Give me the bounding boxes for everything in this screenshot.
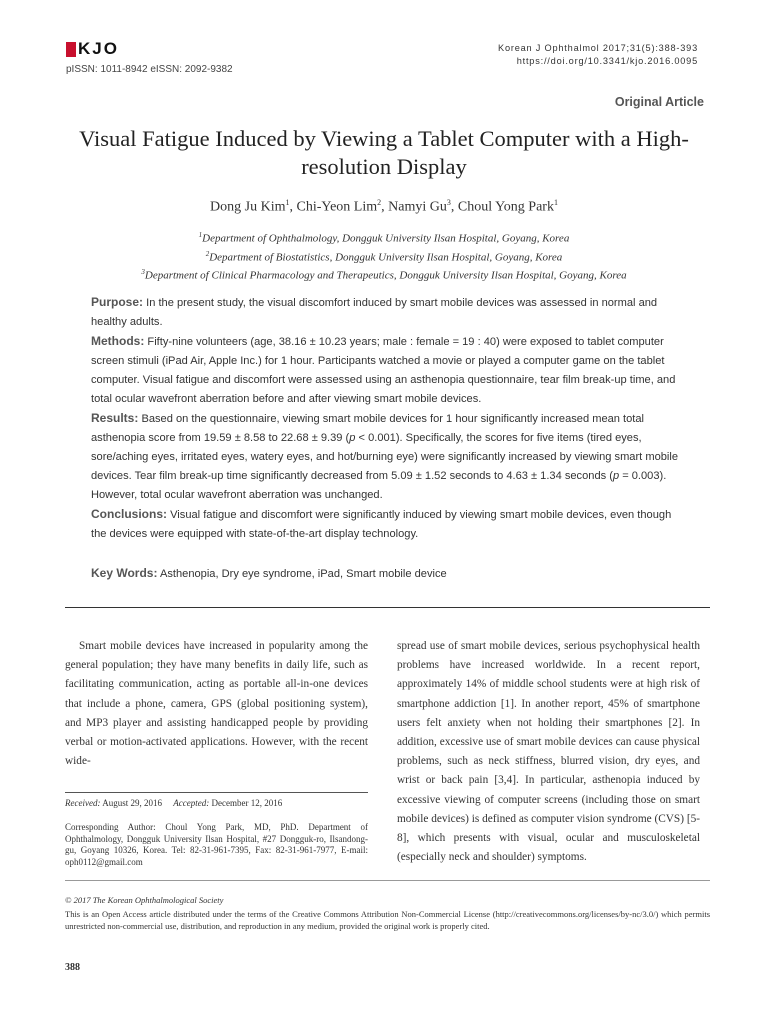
abstract xyxy=(91,293,679,544)
affiliation-text: Department of Clinical Pharmacology and Therapeutics, Dongguk University Ilsan Hospital, Goyang, Korea xyxy=(144,269,627,282)
footnote-divider xyxy=(65,792,368,793)
affiliation-item xyxy=(60,265,708,284)
affiliation-sup: 2 xyxy=(205,249,210,258)
author-affil-sup: 1 xyxy=(285,198,290,207)
received-label: Received: xyxy=(65,798,101,808)
section-divider xyxy=(65,607,710,608)
abstract-purpose xyxy=(91,293,679,332)
logo-mark-icon xyxy=(66,42,76,57)
affiliation-list xyxy=(60,228,708,284)
affiliation-sup: 3 xyxy=(141,268,145,277)
journal-info xyxy=(498,42,698,68)
conclusions-label: Conclusions: xyxy=(91,507,168,521)
author-affil-sup: 1 xyxy=(553,198,558,207)
methods-label: Methods: xyxy=(91,334,145,348)
logo-text: KJO xyxy=(78,39,119,58)
copyright-notice: © 2017 The Korean Ophthalmological Society xyxy=(65,895,224,905)
issn-line: pISSN: 1011-8942 eISSN: 2092-9382 xyxy=(66,64,233,75)
purpose-text: In the present study, the visual discomfort induced by smart mobile devices was assessed in normal and healthy adults. xyxy=(91,297,658,328)
affiliation-text: Department of Ophthalmology, Dongguk University Ilsan Hospital, Goyang, Korea xyxy=(202,232,570,245)
purpose-label: Purpose: xyxy=(91,295,144,309)
article-title: Visual Fatigue Induced by Viewing a Tablet Computer with a High-resolution Display xyxy=(79,126,689,179)
accepted-label: Accepted: xyxy=(173,798,210,808)
author-affil-sup: 3 xyxy=(446,198,451,207)
keywords-label: Key Words: xyxy=(91,566,158,580)
abstract-methods xyxy=(91,332,679,409)
abstract-conclusions xyxy=(91,505,679,544)
article-dates xyxy=(65,797,368,809)
author-name: Namyi Gu xyxy=(388,199,447,215)
author-name: Chi-Yeon Lim xyxy=(296,199,378,215)
results-text-b: < 0.001). Specifically, the scores for five items (tired eyes, sore/aching eyes, irritated eyes, watery eyes, and hot/burning eye) were significantly increased by viewing smart mobile devices. Tear film break-up time significantly decreased from 5.09 ± 1.52 seconds to 4.63 ± 1.34 seconds ( xyxy=(91,432,679,482)
journal-logo xyxy=(66,40,119,58)
affiliation-item xyxy=(60,247,708,266)
page-number: 388 xyxy=(65,962,80,973)
author-name: Dong Ju Kim xyxy=(210,199,286,215)
affiliation-text: Department of Biostatistics, Dongguk University Ilsan Hospital, Goyang, Korea xyxy=(209,251,563,264)
affiliation-item xyxy=(60,228,708,247)
corresponding-author: Corresponding Author: Choul Yong Park, MD, PhD. Department of Ophthalmology, Dongguk University Ilsan Hospital, #27 Dongguk-ro, Ilsandong-gu, Goyang 10326, Korea. Tel: 82-31-961-7395, Fax: 82-31-961-7977, E-mail: oph0112@gmail.com xyxy=(65,822,368,867)
license-text: This is an Open Access article distributed under the terms of the Creative Commons Attribution Non-Commercial License (http://creativecommons.org/licenses/by-nc/3.0/) which permits unrestricted non-commercial use, distribution, and reproduction in any medium, provided the original work is properly cited. xyxy=(65,909,710,931)
results-text-c: = 0.003). However, total ocular wavefront aberration was unchanged. xyxy=(91,470,667,501)
article-type: Original Article xyxy=(614,95,704,109)
body-paragraph: Smart mobile devices have increased in popularity among the general population; they have many benefits in daily life, such as facilitating communication, acting as portable all-in-one devices that include a phone, camera, GPS (global positioning system), and MP3 player and assisting handicapped people by providing verbal or motion-activated applications. However, with the recent wide- xyxy=(65,640,368,768)
results-label: Results: xyxy=(91,411,139,425)
author-list: Dong Ju Kim$^1$, Chi-Yeon Lim$^2$, Namyi Gu$^3$, Choul Yong Park$^1$ xyxy=(210,198,558,215)
methods-text: Fifty-nine volunteers (age, 38.16 ± 10.23 years; male : female = 19 : 40) were exposed to tablet computer screen stimuli (iPad Air, Apple Inc.) for 1 hour. Participants watched a movie or played a computer game on the tablet computer. Visual fatigue and discomfort were assessed using an asthenopia questionnaire, tear film break-up time, and total ocular wavefront aberration before and after viewing smart mobile devices. xyxy=(91,336,676,405)
abstract-results xyxy=(91,409,679,505)
conclusions-text: Visual fatigue and discomfort were significantly induced by viewing smart mobile devices, even though the devices were equipped with state-of-the-art display technology. xyxy=(91,509,672,540)
body-column-right xyxy=(397,637,700,867)
journal-citation: Korean J Ophthalmol 2017;31(5):388-393 xyxy=(498,43,698,53)
author-affil-sup: 2 xyxy=(377,198,382,207)
body-paragraph: spread use of smart mobile devices, serious psychophysical health problems have increased worldwide. In a recent report, approximately 14% of middle school students were at high risk of smartphone addiction [1]. In another report, 45% of smartphone users felt anxiety when not holding their smartphones [2]. In addition, excessive use of smart mobile devices can cause physical problems, such as neck stiffness, blurred vision, dry eyes, and wrist or back pain [3,4]. In particular, asthenopia induced by excessive viewing of computer screens (including those on smart mobile devices) is defined as computer vision syndrome (CVS) [5-8], which presents with visual, ocular and musculoskeletal (especially neck and shoulder) symptoms. xyxy=(397,640,700,864)
results-text-a: Based on the questionnaire, viewing smart mobile devices for 1 hour significantly increased mean total asthenopia score from 19.59 ± 8.58 to 22.68 ± 9.39 ( xyxy=(91,413,645,444)
keywords xyxy=(91,566,679,580)
body-column-left xyxy=(65,637,368,771)
received-date: August 29, 2016 xyxy=(102,798,162,808)
affiliation-sup: 1 xyxy=(198,231,203,239)
author-name: Choul Yong Park xyxy=(457,199,554,215)
keywords-text: Asthenopia, Dry eye syndrome, iPad, Smart mobile device xyxy=(159,568,447,580)
p-value-symbol: p xyxy=(349,432,356,444)
doi-link[interactable]: https://doi.org/10.3341/kjo.2016.0095 xyxy=(516,56,698,66)
accepted-date: December 12, 2016 xyxy=(211,798,283,808)
footer-divider xyxy=(65,880,710,881)
p-value-symbol: p xyxy=(612,470,620,482)
